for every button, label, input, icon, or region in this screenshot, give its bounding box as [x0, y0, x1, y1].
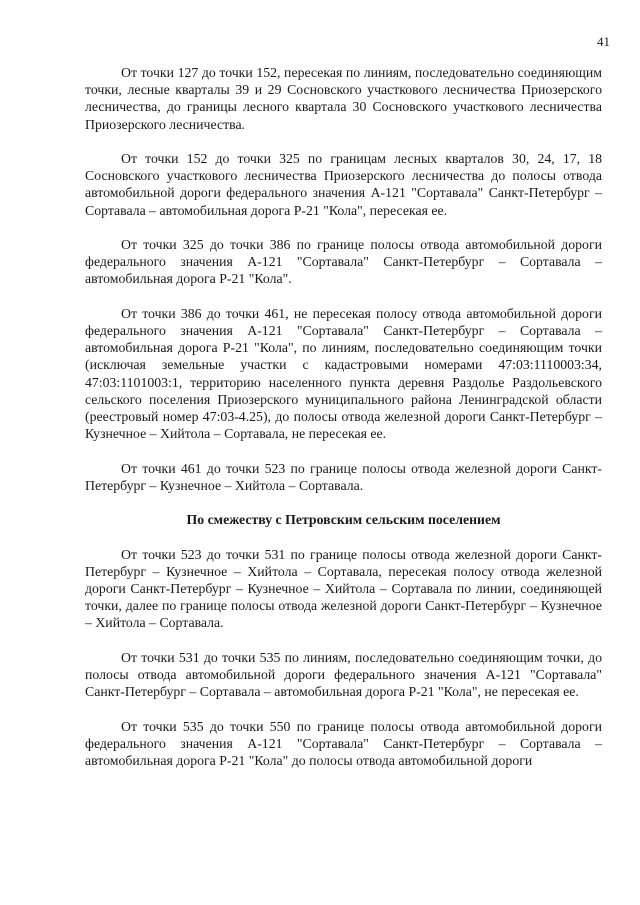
paragraph-points-127-152: От точки 127 до точки 152, пересекая по линиям, последовательно соединяющим точки, лесные кварталы 39 и 29 Сосновского участкового лесничества Приозерского лесничества, до границы лесного квартала 30 Сосновского участкового лесничества Приозерского лесничества. [85, 65, 602, 132]
paragraph-points-461-523: От точки 461 до точки 523 по границе полосы отвода железной дороги Санкт-Петербург – Кузнечное – Хийтола – Сортавала. [85, 460, 602, 493]
section-heading: По смежеству с Петровским сельским поселением [186, 512, 501, 528]
paragraph-points-523-531: От точки 523 до точки 531 по границе полосы отвода железной дороги Санкт-Петербург – Кузнечное – Хийтола – Сортавала, пересекая полосу отвода железной дороги Санкт-Петербург – Кузнечное – Хийтола – Сортавала по линии, соединяющей точки, далее по границе полосы отвода железной дороги Санкт-Петербург – Кузнечное – Хийтола – Сортавала. [85, 546, 602, 631]
paragraph-points-531-535: От точки 531 до точки 535 по линиям, последовательно соединяющим точки, до полосы отвода автомобильной дороги федерального значения А-121 "Сортавала" Санкт-Петербург – Сортавала – автомобильная дорога Р-21 "Кола", не пересекая ее. [85, 649, 602, 700]
paragraph-points-386-461: От точки 386 до точки 461, не пересекая полосу отвода автомобильной дороги федерального значения А-121 "Сортавала" Санкт-Петербург – Сортавала – автомобильная дорога Р-21 "Кола", по линиям, последовательно соединяющим точки (исключая земельные участки с кадастровыми номерами 47:03:1110003:34, 47:03:1101003:1, территорию населенного пункта деревня Раздолье Раздольевского сельского поселения Приозерского муниципального района Ленинградской области (реестровый номер 47:03-4.25), до полосы отвода железной дороги Санкт-Петербург – Кузнечное – Хийтола – Сортавала, не пересекая ее. [85, 305, 602, 442]
paragraph-points-152-325: От точки 152 до точки 325 по границам лесных кварталов 30, 24, 17, 18 Сосновского участкового лесничества Приозерского лесничества до полосы отвода автомобильной дороги федерального значения А-121 "Сортавала" Санкт-Петербург – Сортавала – автомобильная дорога Р-21 "Кола", пересекая ее. [85, 151, 602, 218]
document-body [85, 64, 602, 786]
page-number: 41 [597, 34, 610, 49]
paragraph-points-325-386: От точки 325 до точки 386 по границе полосы отвода автомобильной дороги федерального значения А-121 "Сортавала" Санкт-Петербург – Сортавала – автомобильная дорога Р-21 "Кола". [85, 237, 602, 287]
paragraph-points-535-550: От точки 535 до точки 550 по границе полосы отвода автомобильной дороги федерального значения А-121 "Сортавала" Санкт-Петербург – Сортавала – автомобильная дорога Р-21 "Кола" до полосы отвода автомобильной дороги [85, 718, 602, 768]
